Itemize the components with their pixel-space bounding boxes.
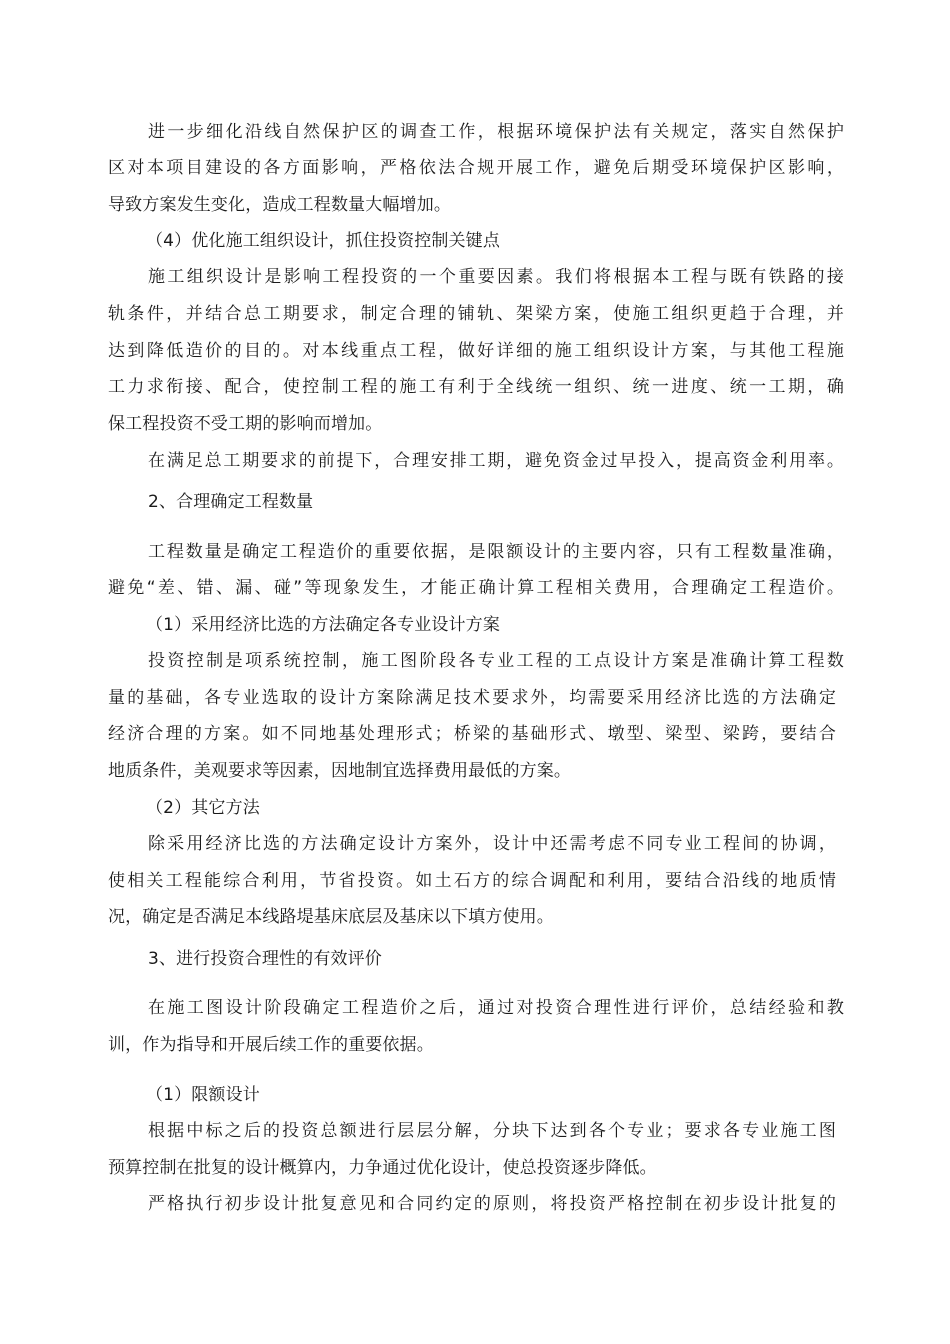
section-heading: 2、合理确定工程数量: [148, 492, 314, 512]
paragraph-line: 严格执行初步设计批复意见和合同约定的原则，将投资严格控制在初步设计批复的: [148, 1194, 836, 1214]
subsection-heading: （1）限额设计: [146, 1085, 260, 1105]
paragraph-line: 预算控制在批复的设计概算内，力争通过优化设计，使总投资逐步降低。: [108, 1158, 657, 1178]
paragraph-line: 进一步细化沿线自然保护区的调查工作，根据环境保护法有关规定，落实自然保护: [148, 122, 844, 142]
paragraph-line: 施工组织设计是影响工程投资的一个重要因素。我们将根据本工程与既有铁路的接: [148, 267, 844, 287]
paragraph-line: 导致方案发生变化，造成工程数量大幅增加。: [108, 195, 451, 215]
paragraph-line: 使相关工程能综合利用，节省投资。如土石方的综合调配和利用，要结合沿线的地质情: [108, 871, 836, 891]
section-heading: 3、进行投资合理性的有效评价: [148, 949, 382, 969]
paragraph-line: 轨条件，并结合总工期要求，制定合理的铺轨、架梁方案，使施工组织更趋于合理，并: [108, 304, 844, 324]
paragraph-line: 避免“差、错、漏、碰”等现象发生，才能正确计算工程相关费用，合理确定工程造价。: [108, 578, 844, 598]
paragraph-line: 经济合理的方案。如不同地基处理形式；桥梁的基础形式、墩型、梁型、梁跨，要结合: [108, 724, 836, 744]
paragraph-line: 投资控制是项系统控制，施工图阶段各专业工程的工点设计方案是准确计算工程数: [148, 651, 844, 671]
paragraph-line: 保工程投资不受工期的影响而增加。: [108, 414, 383, 434]
paragraph-line: 根据中标之后的投资总额进行层层分解，分块下达到各个专业；要求各专业施工图: [148, 1121, 836, 1141]
paragraph-line: 工程数量是确定工程造价的重要依据，是限额设计的主要内容，只有工程数量准确，: [148, 542, 844, 562]
subsection-heading: （2）其它方法: [146, 798, 260, 818]
paragraph-line: 除采用经济比选的方法确定设计方案外，设计中还需考虑不同专业工程间的协调，: [148, 834, 836, 854]
paragraph-line: 训，作为指导和开展后续工作的重要依据。: [108, 1035, 434, 1055]
paragraph-line: 在满足总工期要求的前提下，合理安排工期，避免资金过早投入，提高资金利用率。: [148, 451, 844, 471]
paragraph-line: 工力求衔接、配合，使控制工程的施工有利于全线统一组织、统一进度、统一工期，确: [108, 377, 844, 397]
subsection-heading: （4）优化施工组织设计，抓住投资控制关键点: [146, 231, 500, 251]
subsection-heading: （1）采用经济比选的方法确定各专业设计方案: [146, 615, 500, 635]
paragraph-line: 在施工图设计阶段确定工程造价之后，通过对投资合理性进行评价，总结经验和教: [148, 998, 844, 1018]
paragraph-line: 量的基础，各专业选取的设计方案除满足技术要求外，均需要采用经济比选的方法确定: [108, 688, 836, 708]
paragraph-line: 区对本项目建设的各方面影响，严格依法合规开展工作，避免后期受环境保护区影响，: [108, 158, 844, 178]
paragraph-line: 达到降低造价的目的。对本线重点工程，做好详细的施工组织设计方案，与其他工程施: [108, 341, 844, 361]
paragraph-line: 况，确定是否满足本线路堤基床底层及基床以下填方使用。: [108, 907, 554, 927]
paragraph-line: 地质条件，美观要求等因素，因地制宜选择费用最低的方案。: [108, 761, 572, 781]
